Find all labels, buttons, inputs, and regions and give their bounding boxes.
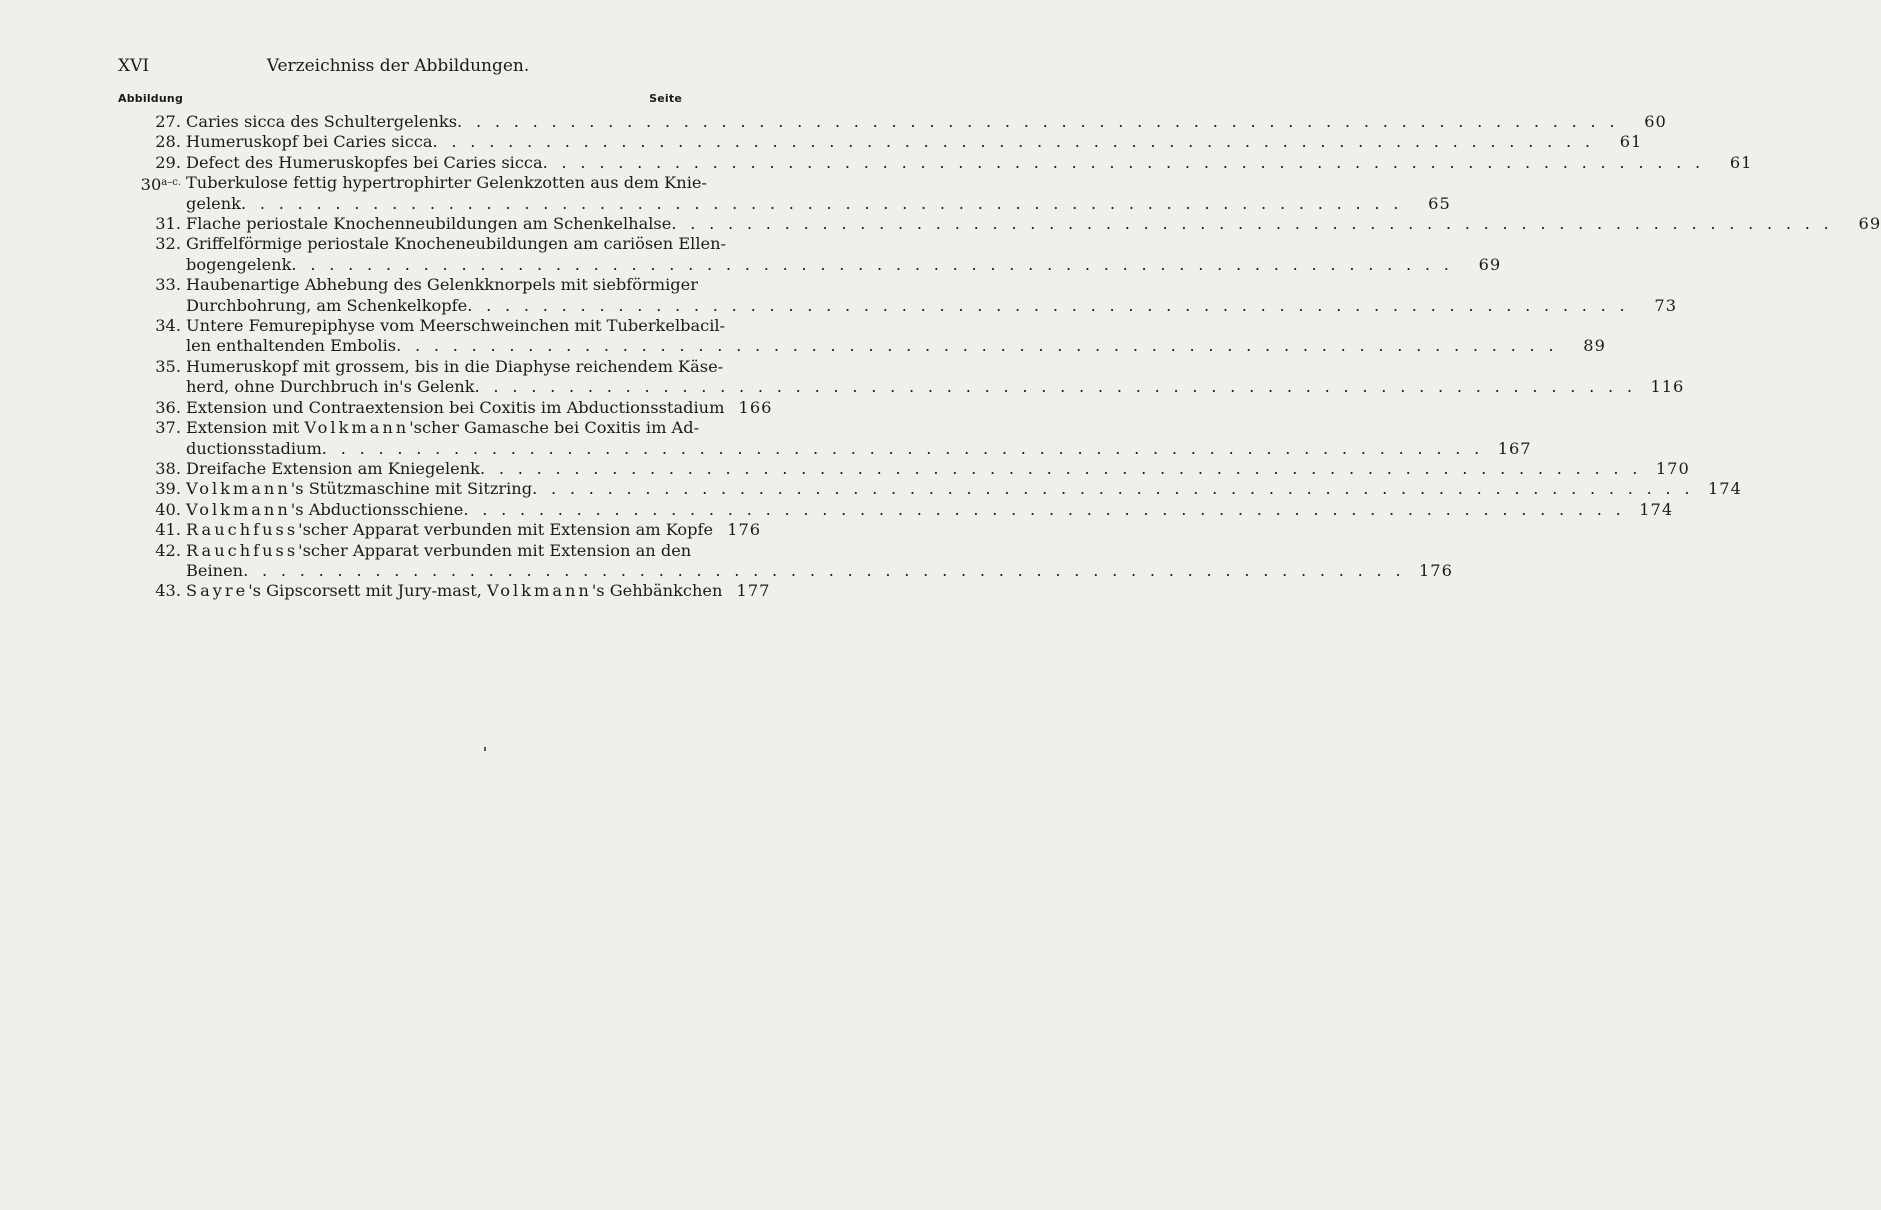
page-ref: 65 [1428, 193, 1451, 213]
page-ref: 170 [1655, 458, 1690, 478]
figure-caption [186, 173, 1451, 214]
caption-line: Untere Femurepiphyse vom Meerschweinchen mit Tuberkelbacil- [186, 316, 726, 336]
caption-line: Extension mit Volkmann'scher Gamasche bei Coxitis im Ad- [186, 418, 700, 438]
page-ref: 174 [1639, 499, 1674, 519]
figure-caption [186, 500, 1673, 520]
page-ref: 174 [1707, 479, 1742, 499]
figure-caption [186, 541, 1453, 582]
list-item [118, 540, 1453, 582]
figure-number: 32. [155, 234, 181, 254]
figure-list [118, 112, 1881, 602]
figure-number: 27. [155, 112, 181, 131]
caption-line: Rauchfuss'scher Apparat verbunden mit Extension am Kopfe [186, 520, 714, 540]
caption-line: Dreifache Extension am Kniegelenk [186, 458, 480, 478]
figure-caption [186, 153, 1752, 173]
figure-caption [186, 275, 1677, 316]
list-item [118, 479, 1742, 499]
figure-number: 36. [155, 397, 181, 417]
list-item [118, 520, 762, 540]
figure-number: 40. [155, 499, 181, 519]
figure-caption [186, 234, 1501, 275]
figure-caption [186, 479, 1742, 499]
page-ref: 69 [1478, 254, 1502, 274]
list-item [118, 275, 1678, 316]
figure-number: 37. [155, 418, 181, 438]
page-ref: 61 [1619, 132, 1643, 152]
dot-leader [480, 459, 1642, 479]
list-item [118, 173, 1451, 214]
page-ref: 116 [1650, 377, 1685, 397]
list-item [118, 458, 1690, 479]
dot-leader [532, 479, 1694, 499]
page-ref: 166 [738, 397, 773, 417]
caption-line: Beinen [186, 560, 244, 580]
figure-number: 39. [155, 479, 181, 499]
dot-leader [241, 194, 1403, 214]
caption-line: Durchbohrung, am Schenkelkopfe [186, 295, 468, 315]
page-number: XVI [118, 56, 150, 76]
caption-line: herd, ohne Durchbruch in's Gelenk [186, 377, 475, 397]
dot-leader [475, 377, 1637, 397]
caption-line: Humeruskopf mit grossem, bis in die Diaphyse reichendem Käse- [186, 356, 724, 376]
figure-caption [186, 398, 772, 418]
page-ref: 176 [1419, 560, 1453, 580]
page-ref: 69 [1858, 214, 1881, 234]
list-item [118, 418, 1532, 459]
list-item [118, 132, 1643, 152]
page-ref: 60 [1644, 112, 1667, 131]
dot-leader [457, 112, 1619, 132]
dot-leader [396, 336, 1558, 356]
figure-number: 42. [155, 540, 181, 560]
caption-line: gelenk [186, 193, 241, 213]
dot-leader [671, 214, 1833, 234]
caption-line: Flache periostale Knochenneubildungen am Schenkelhalse [186, 214, 672, 234]
figure-number: 41. [155, 520, 181, 540]
page-ref: 177 [736, 581, 771, 601]
figure-caption [186, 581, 770, 601]
figure-number: 35. [155, 356, 181, 376]
caption-line: Humeruskopf bei Caries sicca [186, 132, 433, 152]
dot-leader [433, 132, 1595, 152]
figure-number: 34. [155, 316, 181, 336]
caption-line: Caries sicca des Schultergelenks [186, 112, 458, 131]
caption-line: Rauchfuss'scher Apparat verbunden mit Extension an den [186, 540, 692, 560]
figure-caption [186, 316, 1606, 357]
figure-number: 38. [155, 458, 181, 478]
figure-number: 43. [155, 581, 181, 601]
figure-caption [186, 132, 1642, 152]
page-ref: 167 [1497, 438, 1532, 458]
column-headings [118, 92, 682, 110]
page-ref: 176 [727, 520, 762, 540]
dot-leader [291, 255, 1453, 275]
figure-caption [186, 112, 1667, 132]
paper-speck [484, 747, 486, 751]
caption-line: len enthaltenden Embolis [186, 336, 397, 356]
figure-number: $30^{a-c.}$ [140, 175, 181, 195]
figure-number: 28. [155, 132, 181, 152]
column-heading-page: Seite [649, 92, 682, 105]
page-ref: 89 [1583, 336, 1606, 356]
caption-line: ductionsstadium [186, 438, 322, 458]
caption-line: Haubenartige Abhebung des Gelenkknorpels mit siebförmiger [186, 275, 698, 295]
figure-caption [186, 214, 1881, 234]
list-item [118, 214, 1881, 234]
caption-line: Extension und Contraextension bei Coxitis im Abductionsstadium [186, 397, 725, 417]
page-title: Verzeichniss der Abbildungen. [266, 56, 530, 76]
caption-line: Sayre's Gipscorsett mit Jury-mast, Volkmann's Gehbänkchen [186, 581, 723, 601]
list-item [118, 397, 773, 418]
list-item [118, 499, 1674, 520]
running-header [118, 56, 678, 80]
list-item [118, 112, 1667, 132]
list-item [118, 356, 1685, 398]
caption-line: Defect des Humeruskopfes bei Caries sicca [186, 152, 543, 172]
page-ref: 61 [1729, 152, 1753, 172]
caption-line: bogengelenk [186, 254, 292, 274]
caption-line: Tuberkulose fettig hypertrophirter Gelenkzotten aus dem Knie- [186, 173, 707, 193]
figure-number: 33. [155, 275, 181, 295]
caption-line: Volkmann's Abductionsschiene [186, 499, 464, 519]
list-item [118, 316, 1606, 357]
dot-leader [463, 500, 1625, 520]
figure-caption [186, 418, 1532, 459]
dot-leader [243, 561, 1405, 581]
figure-number: 31. [155, 214, 181, 234]
list-item [118, 152, 1753, 173]
figure-caption [186, 520, 761, 540]
column-heading-figure: Abbildung [118, 92, 184, 105]
dot-leader [467, 296, 1629, 316]
caption-line: Griffelförmige periostale Knocheneubildungen am cariösen Ellen- [186, 234, 726, 254]
figure-number: 29. [155, 152, 181, 172]
figure-caption [186, 357, 1684, 398]
list-item [118, 234, 1502, 275]
caption-line: Volkmann's Stützmaschine mit Sitzring [186, 479, 533, 499]
page-ref: 73 [1654, 295, 1678, 315]
figure-caption [186, 459, 1690, 479]
list-item [118, 581, 771, 601]
dot-leader [543, 153, 1705, 173]
dot-leader [322, 439, 1484, 459]
